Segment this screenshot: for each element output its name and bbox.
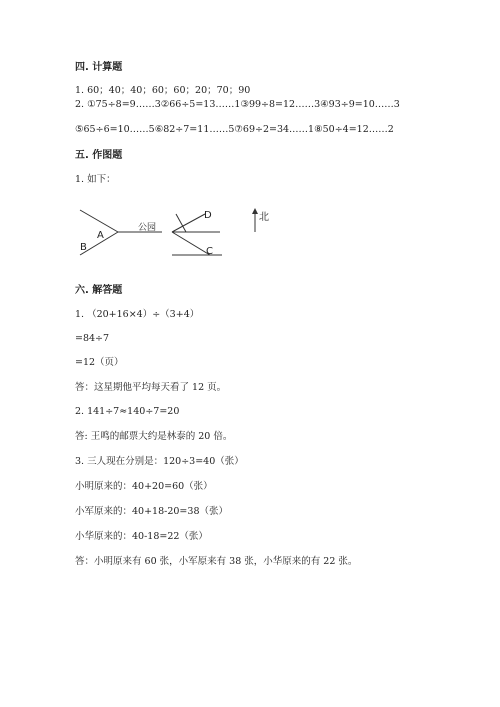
problem-3-line-1: 3. 三人现在分别是：120÷3=40（张） bbox=[75, 456, 244, 467]
calc-answer-line-3: ⑤65÷6=10……5⑥82÷7=11……5⑦69÷2=34……1⑧50÷4=12……2 bbox=[75, 124, 394, 135]
problem-3-line-4: 小华原来的：40-18=22（张） bbox=[75, 531, 208, 542]
problem-3-line-3: 小军原来的：40+18-20=38（张） bbox=[75, 506, 228, 517]
problem-1-line-2: =84÷7 bbox=[75, 333, 110, 344]
drawing-answer-line-1: 1. 如下： bbox=[75, 174, 116, 185]
problem-3-line-2: 小明原来的：40+20=60（张） bbox=[75, 481, 213, 492]
diagram-line-a-upper bbox=[80, 210, 118, 232]
problem-3-answer: 答：小明原来有 60 张，小军原来有 38 张，小华原来的有 22 张。 bbox=[75, 556, 358, 567]
diagram-label-a: A bbox=[97, 230, 104, 241]
problem-1-line-3: =12（页） bbox=[75, 357, 124, 368]
section-5-title: 五. 作图题 bbox=[75, 150, 123, 161]
diagram-label-park: 公园 bbox=[138, 223, 157, 233]
calc-answer-line-1: 1. 60；40；40；60；60；20；70；90 bbox=[75, 85, 251, 96]
problem-1-line-1: 1. （20+16×4）÷（3+4） bbox=[75, 309, 200, 320]
map-diagram bbox=[0, 200, 500, 280]
problem-2-answer: 答: 王鸣的邮票大约是林泰的 20 倍。 bbox=[75, 431, 233, 442]
north-arrow-head bbox=[252, 208, 258, 214]
section-4-title: 四. 计算题 bbox=[75, 62, 123, 73]
diagram-line-c-lower bbox=[172, 232, 210, 255]
calc-answer-line-2: 2. ①75÷8=9……3②66÷5=13……1③99÷8=12……3④93÷9=10……3 bbox=[75, 99, 400, 110]
diagram-label-c: C bbox=[206, 246, 213, 257]
section-6-title: 六. 解答题 bbox=[75, 285, 123, 296]
problem-2-line-1: 2. 141÷7≈140÷7=20 bbox=[75, 406, 180, 417]
diagram-label-d: D bbox=[204, 210, 212, 221]
diagram-label-north: 北 bbox=[259, 212, 269, 223]
problem-1-answer: 答：这星期他平均每天看了 12 页。 bbox=[75, 382, 227, 393]
diagram-label-b: B bbox=[80, 242, 87, 253]
